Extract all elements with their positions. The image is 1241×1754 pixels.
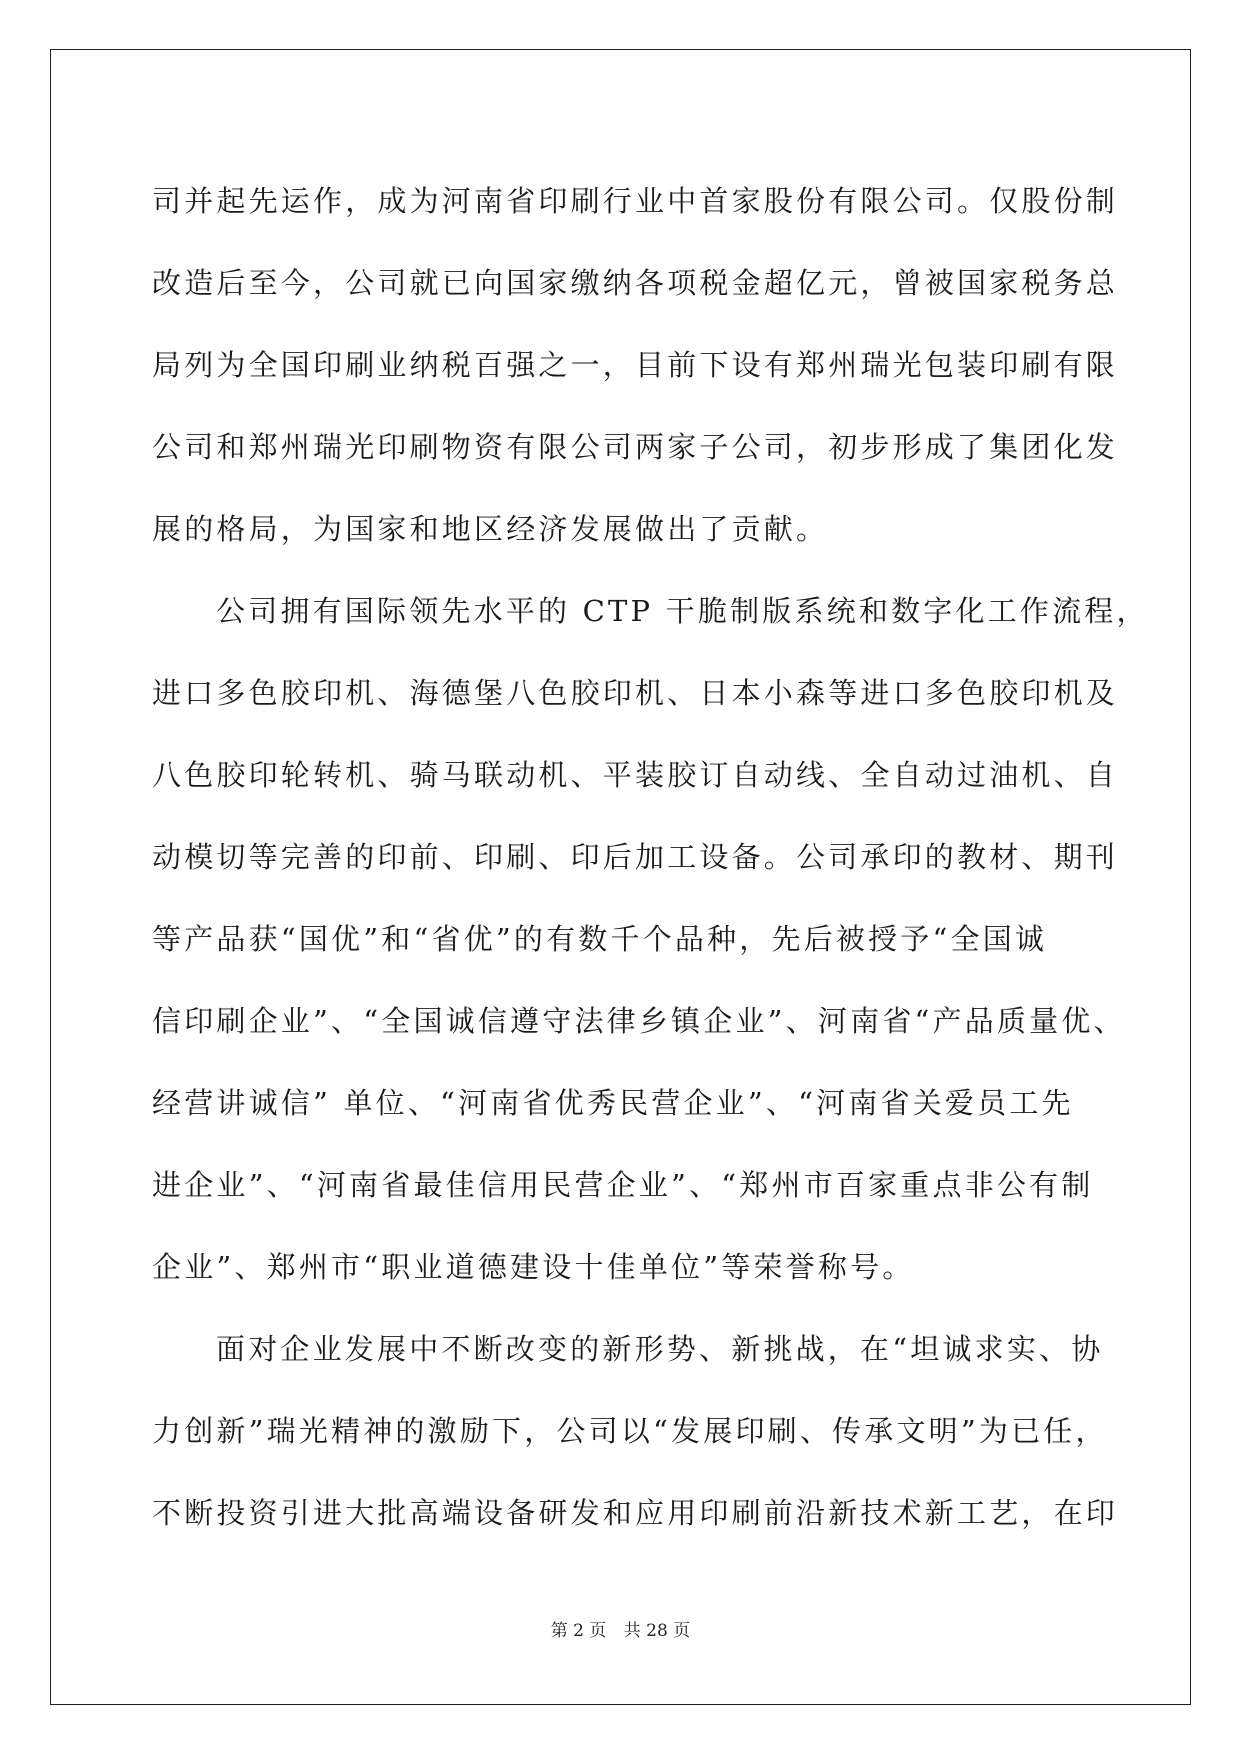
text-line: 力创新”瑞光精神的激励下，公司以“发展印刷、传承文明”为已任， (152, 1414, 1108, 1448)
text-line-indent: 面对企业发展中不断改变的新形势、新挑战，在“坦诚求实、协 (216, 1332, 1104, 1366)
text-line: 展的格局，为国家和地区经济发展做出了贡献。 (152, 512, 829, 546)
text-line: 进企业”、“河南省最佳信用民营企业”、“郑州市百家重点非公有制 (152, 1168, 1094, 1202)
text-line: 改造后至今，公司就已向国家缴纳各项税金超亿元，曾被国家税务总 (152, 266, 1119, 300)
page-number: 第 2 页 (550, 1621, 607, 1641)
text-line: 企业”、郑州市“职业道德建设十佳单位”等荣誉称号。 (152, 1250, 915, 1284)
page-total: 共 28 页 (623, 1621, 691, 1641)
text-line: 进口多色胶印机、海德堡八色胶印机、日本小森等进口多色胶印机及 (152, 676, 1119, 710)
text-line: 动模切等完善的印前、印刷、印后加工设备。公司承印的教材、期刊 (152, 840, 1119, 874)
text-line: 八色胶印轮转机、骑马联动机、平装胶订自动线、全自动过油机、自 (152, 758, 1119, 792)
text-line: 公司和郑州瑞光印刷物资有限公司两家子公司，初步形成了集团化发 (152, 430, 1119, 464)
text-line: 经营讲诚信” 单位、“河南省优秀民营企业”、“河南省关爱员工先 (152, 1086, 1074, 1120)
text-line: 不断投资引进大批高端设备研发和应用印刷前沿新技术新工艺，在印 (152, 1496, 1119, 1530)
text-line: 局列为全国印刷业纳税百强之一，目前下设有郑州瑞光包装印刷有限 (152, 348, 1119, 382)
text-line-indent: 公司拥有国际领先水平的 CTP 干脆制版系统和数字化工作流程， (216, 594, 1149, 628)
text-line: 司并起先运作，成为河南省印刷行业中首家股份有限公司。仅股份制 (152, 184, 1119, 218)
text-line: 信印刷企业”、“全国诚信遵守法律乡镇企业”、河南省“产品质量优、 (152, 1004, 1126, 1038)
page-footer (0, 1616, 1241, 1641)
document-body (152, 160, 1149, 1554)
text-line: 等产品获“国优”和“省优”的有数千个品种，先后被授予“全国诚 (152, 922, 1048, 956)
